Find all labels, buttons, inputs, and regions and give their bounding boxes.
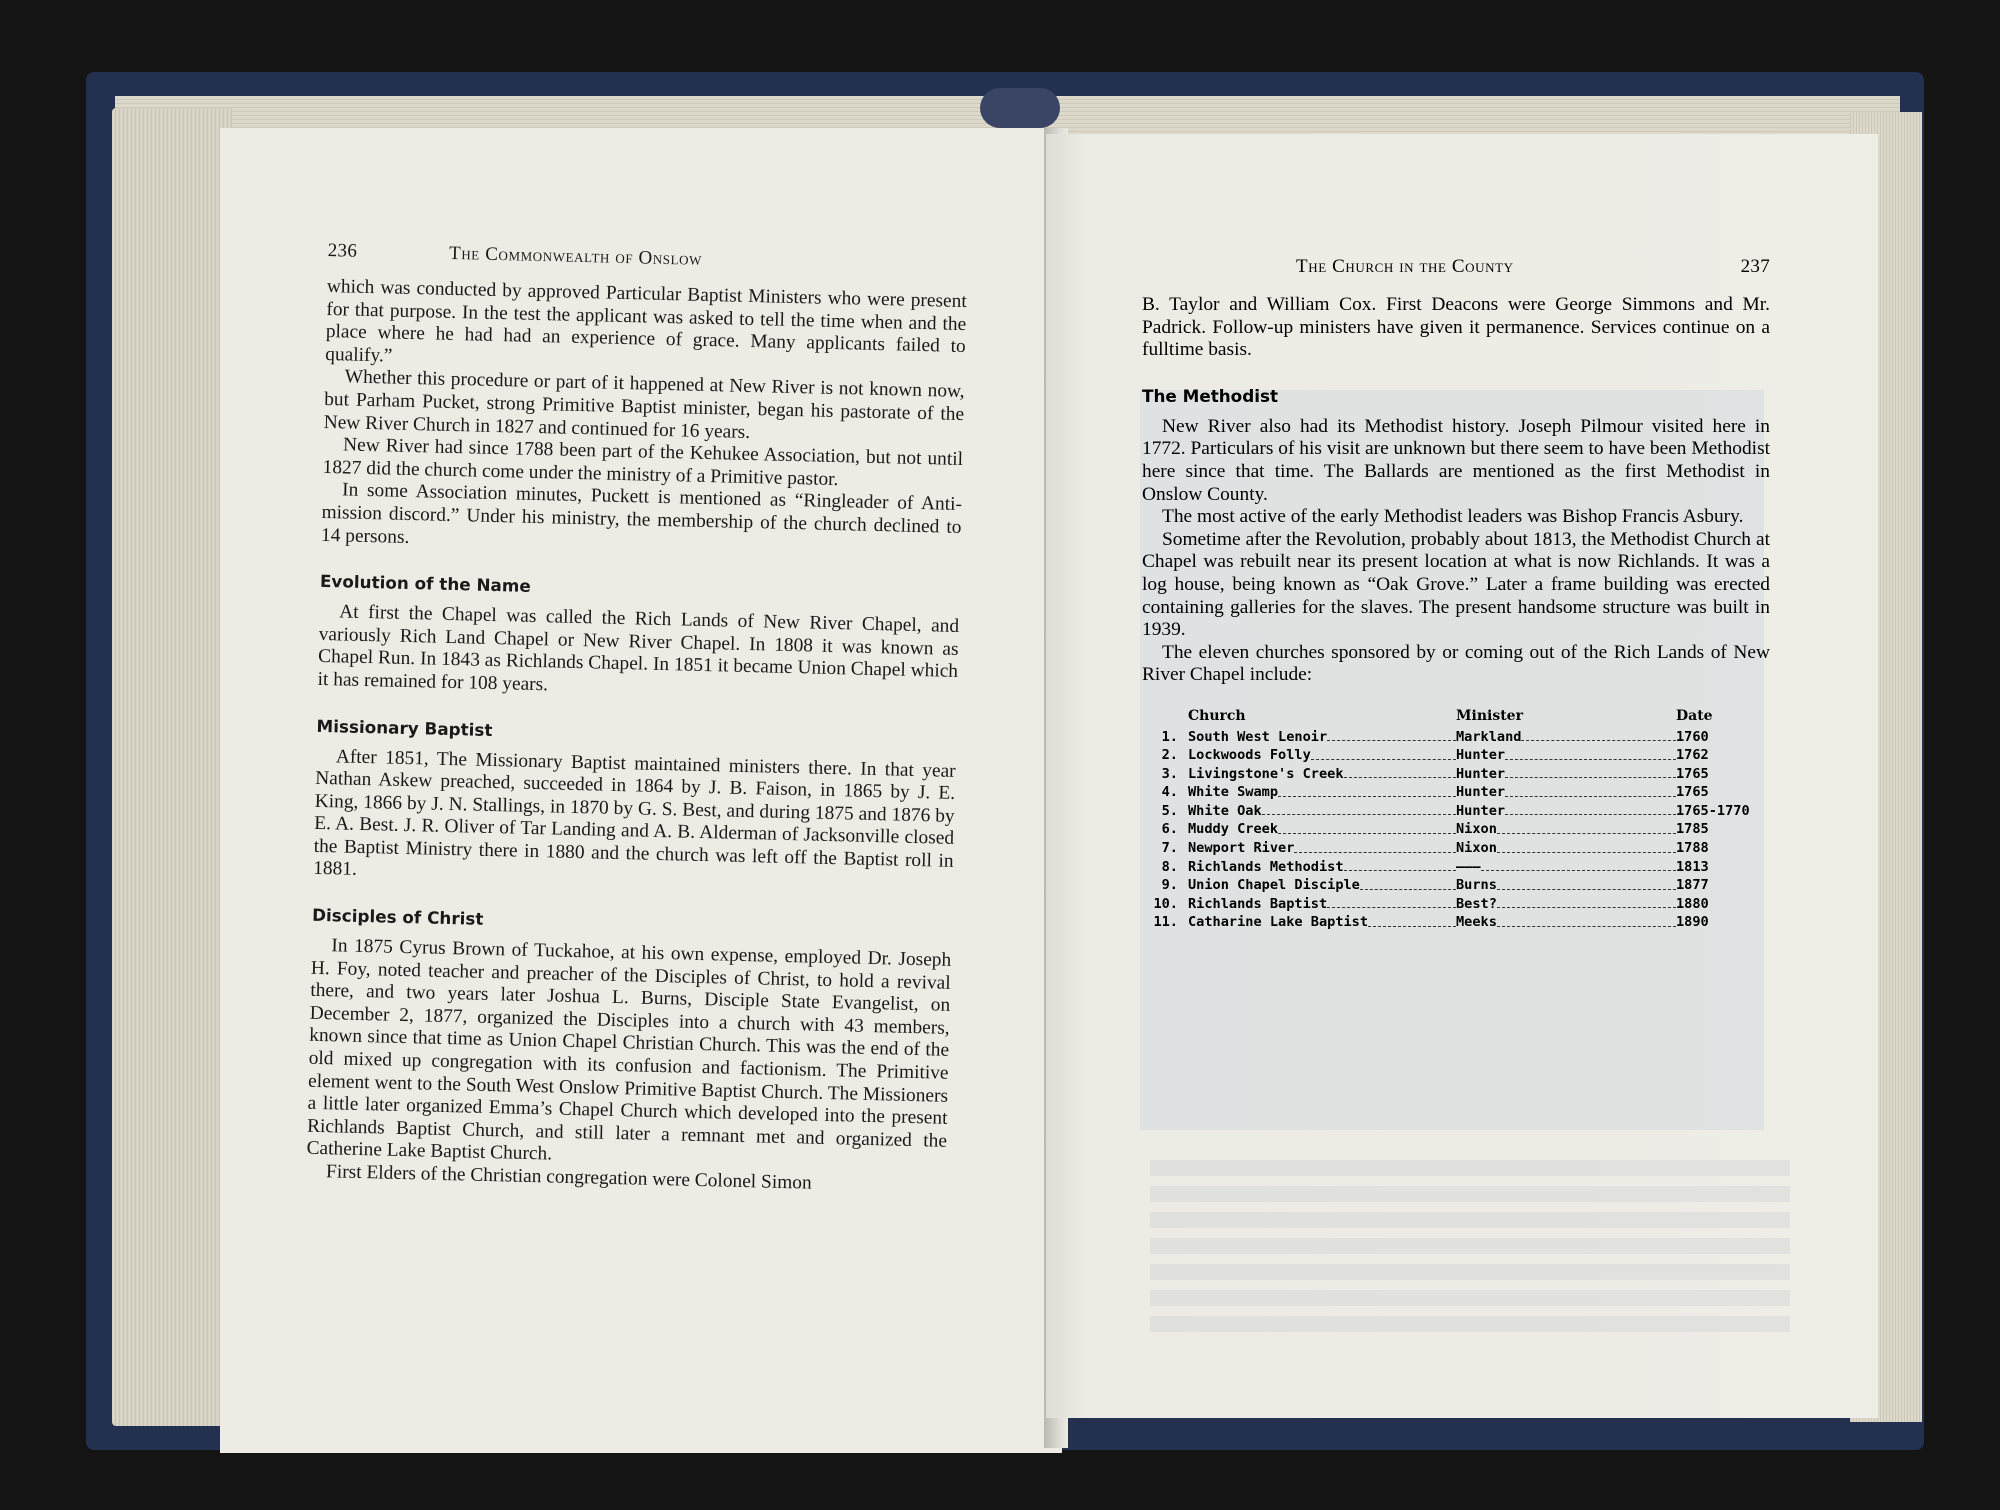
header-minister: Minister bbox=[1456, 707, 1523, 724]
left-page-number: 236 bbox=[327, 240, 358, 262]
row-number: 8. bbox=[1161, 858, 1178, 875]
right-page-layer bbox=[1046, 134, 1878, 1418]
church-cell: Catharine Lake Baptist bbox=[1188, 913, 1456, 932]
right-page-text bbox=[1142, 258, 1770, 932]
row-number: 3. bbox=[1161, 765, 1178, 782]
row-number: 4. bbox=[1161, 784, 1178, 801]
left-running-title: The Commonwealth of Onslow bbox=[448, 242, 703, 270]
minister-cell: Hunter bbox=[1456, 802, 1676, 821]
section-heading-missionary: Missionary Baptist bbox=[316, 715, 493, 740]
minister-cell: ——— bbox=[1456, 858, 1676, 877]
minister-cell: Meeks bbox=[1456, 913, 1676, 932]
paragraph: The eleven churches sponsored by or coming out of the Rich Lands of New River Chapel include: bbox=[1142, 641, 1770, 686]
date-cell: 1765 bbox=[1676, 784, 1709, 801]
church-cell: Richlands Baptist bbox=[1188, 895, 1456, 914]
spine-headband bbox=[980, 88, 1060, 128]
left-running-head bbox=[327, 240, 967, 277]
paragraph: In some Association minutes, Puckett is mentioned as “Ringleader of Anti-mission discord.” Under his ministry, the membership of the church declined to 14 persons. bbox=[320, 479, 963, 548]
paragraph: B. Taylor and William Cox. First Deacons were George Simmons and Mr. Padrick. Follow-up ministers have given it permanence. Services continue on a fulltime basis. bbox=[1142, 294, 1770, 361]
paragraph: New River had since 1788 been part of the Kehukee Association, but not until 1827 did the church come under the ministry of a Primitive pastor. bbox=[322, 434, 964, 490]
row-number: 1. bbox=[1161, 728, 1178, 745]
paragraph: New River also had its Methodist history. Joseph Pilmour visited here in 1772. Particulars of his visit are unknown but there seem to have been Methodist here since that time. The Ballards are mentioned as the first Methodist in Onslow County. bbox=[1142, 415, 1770, 505]
minister-cell: Hunter bbox=[1456, 746, 1676, 765]
minister-cell: Nixon bbox=[1456, 839, 1676, 858]
left-page bbox=[220, 128, 1062, 1453]
section-heading-evolution: Evolution of the Name bbox=[319, 571, 531, 596]
row-number: 11. bbox=[1153, 914, 1178, 931]
paragraph: The most active of the early Methodist leaders was Bishop Francis Asbury. bbox=[1162, 506, 1744, 528]
table-row bbox=[1142, 820, 1770, 839]
paragraph: After 1851, The Missionary Baptist maintained ministers there. In that year Nathan Askew preached, succeeded in 1864 by J. B. Faison, in 1865 by J. E. King, 1866 by J. N. Stallings, in 1870 by G. S. Best, and during 1875 and 1876 by E. A. Best. J. R. Oliver of Tar Landing and A. B. Alderman of Jacksonville closed the Baptist Ministry there in 1880 and the church was left off the Baptist roll in 1881. bbox=[312, 745, 956, 881]
right-running-title: The Church in the County bbox=[1296, 256, 1514, 277]
date-cell: 1877 bbox=[1676, 877, 1709, 894]
row-number: 9. bbox=[1161, 877, 1178, 894]
row-number: 2. bbox=[1161, 747, 1178, 764]
church-cell: Union Chapel Disciple bbox=[1188, 876, 1456, 895]
right-running-head bbox=[1142, 256, 1770, 278]
minister-cell: Hunter bbox=[1456, 783, 1676, 802]
minister-cell: Hunter bbox=[1456, 765, 1676, 784]
date-cell: 1765 bbox=[1676, 765, 1709, 782]
table-header-row bbox=[1142, 707, 1770, 728]
table-row bbox=[1142, 765, 1770, 784]
table-row bbox=[1142, 895, 1770, 914]
paragraph: Whether this procedure or part of it happened at New River is not known now, but Parham Pucket, strong Primitive Baptist minister, began his pastorate of the New River Church in 1827 and continued for 16 years. bbox=[323, 366, 965, 443]
table-row bbox=[1142, 746, 1770, 765]
table-row bbox=[1142, 783, 1770, 802]
church-cell: White Swamp bbox=[1188, 783, 1456, 802]
row-number: 10. bbox=[1153, 895, 1178, 912]
table-row bbox=[1142, 876, 1770, 895]
paragraph: At first the Chapel was called the Rich Lands of New River Chapel, and variously Rich Land Chapel or New River Chapel. In 1808 it was known as Chapel Run. In 1843 as Richlands Chapel. In 1851 it became Union Chapel which it has remained for 108 years. bbox=[317, 601, 960, 696]
section-heading-methodist: The Methodist bbox=[1142, 385, 1278, 406]
church-cell: Livingstone's Creek bbox=[1188, 765, 1456, 784]
church-cell: South West Lenoir bbox=[1188, 728, 1456, 747]
section-heading-disciples: Disciples of Christ bbox=[311, 904, 484, 929]
churches-table bbox=[1142, 707, 1770, 932]
paragraph: First Elders of the Christian congregation were Colonel Simon bbox=[325, 1161, 812, 1194]
date-cell: 1785 bbox=[1676, 821, 1709, 838]
row-number: 6. bbox=[1161, 821, 1178, 838]
date-cell: 1788 bbox=[1676, 840, 1709, 857]
table-row bbox=[1142, 802, 1770, 821]
row-number: 5. bbox=[1161, 802, 1178, 819]
table-row bbox=[1142, 839, 1770, 858]
table-row bbox=[1142, 913, 1770, 932]
right-page-number: 237 bbox=[1740, 256, 1770, 277]
header-date: Date bbox=[1676, 707, 1713, 724]
minister-cell: Markland bbox=[1456, 728, 1676, 747]
paragraph: which was conducted by approved Particular Baptist Ministers who were present for that purpose. In the test the applicant was asked to tell the time when and the place where he had had an experience of grace. Many applicants failed to qualify.” bbox=[325, 275, 967, 367]
minister-cell: Burns bbox=[1456, 876, 1676, 895]
row-number: 7. bbox=[1161, 840, 1178, 857]
minister-cell: Best? bbox=[1456, 895, 1676, 914]
paragraph: Sometime after the Revolution, probably about 1813, the Methodist Church at Chapel was rebuilt near its present location at what is now Richlands. It was a log house, being known as “Oak Grove.” Later a frame building was erected containing galleries for the slaves. The present handsome structure was built in 1939. bbox=[1142, 528, 1770, 641]
table-row bbox=[1142, 728, 1770, 747]
table-body bbox=[1142, 728, 1770, 933]
date-cell: 1760 bbox=[1676, 728, 1709, 745]
church-cell: Muddy Creek bbox=[1188, 820, 1456, 839]
page-edges-left bbox=[112, 108, 232, 1426]
table-row bbox=[1142, 858, 1770, 877]
church-cell: Richlands Methodist bbox=[1188, 858, 1456, 877]
date-cell: 1880 bbox=[1676, 895, 1709, 912]
date-cell: 1890 bbox=[1676, 914, 1709, 931]
paragraph: In 1875 Cyrus Brown of Tuckahoe, at his own expense, employed Dr. Joseph H. Foy, noted teacher and preacher of the Disciples of Christ, to hold a revival there, and two years later Joshua L. Burns, Disciple State Evangelist, on December 2, 1877, organized the Disciples into a church with 43 members, known since that time as Union Chapel Christian Church. This was the end of the old mixed up congregation with its confusion and factionism. The Primitive element went to the South West Onslow Primitive Baptist Church. The Missioners a little later organized Emma’s Chapel Church which developed into the present Richlands Baptist Church, and still later a remnant met and organized the Catherine Lake Baptist Church. bbox=[306, 935, 952, 1165]
date-cell: 1765-1770 bbox=[1676, 802, 1750, 819]
date-cell: 1762 bbox=[1676, 747, 1709, 764]
date-cell: 1813 bbox=[1676, 858, 1709, 875]
minister-cell: Nixon bbox=[1456, 820, 1676, 839]
church-cell: Lockwoods Folly bbox=[1188, 746, 1456, 765]
header-church: Church bbox=[1188, 707, 1246, 724]
church-cell: White Oak bbox=[1188, 802, 1456, 821]
church-cell: Newport River bbox=[1188, 839, 1456, 858]
left-page-text bbox=[306, 240, 968, 1198]
